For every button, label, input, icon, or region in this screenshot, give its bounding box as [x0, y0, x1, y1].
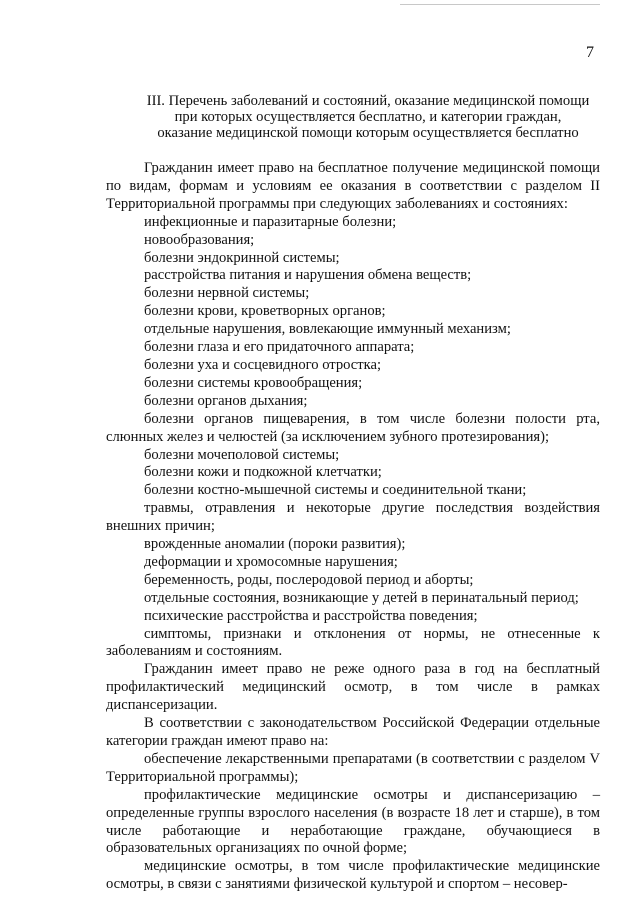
disease-list-item: болезни органов дыхания;	[144, 392, 308, 409]
disease-list-item: болезни нервной системы;	[144, 285, 310, 302]
disease-list-item: болезни костно-мышечной системы и соединительной ткани;	[144, 482, 527, 499]
disease-list-item: болезни кожи и подкожной клетчатки;	[144, 464, 382, 481]
section-heading	[120, 93, 616, 141]
disease-list-item: болезни крови, кроветворных органов;	[144, 303, 386, 320]
document-body	[106, 160, 600, 894]
disease-list-item: психические расстройства и расстройства поведения;	[144, 607, 478, 624]
checkup-paragraph: Гражданин имеет право не реже одного раза в год на бесплатный профилактический медицинский осмотр, в том числе в рамках диспансеризации.	[106, 661, 600, 714]
heading-line-1: III. Перечень заболеваний и состояний, оказание медицинской помощи	[146, 93, 590, 109]
disease-list-item: симптомы, признаки и отклонения от нормы, не отнесенные к заболеваниям и состояниям.	[106, 625, 600, 660]
disease-list-item: деформации и хромосомные нарушения;	[144, 553, 398, 570]
rights-list-item: медицинские осмотры, в том числе профилактические медицинские осмотры, в связи с занятиями физической культурой и спортом – несовер-	[106, 858, 600, 893]
heading-line-2: при которых осуществляется бесплатно, и категории граждан,	[174, 109, 562, 125]
scan-edge-line	[400, 4, 600, 5]
heading-line-3: оказание медицинской помощи которым осуществляется бесплатно	[157, 125, 579, 141]
disease-list-item: беременность, роды, послеродовой период и аборты;	[144, 571, 474, 588]
disease-list-item: болезни мочеполовой системы;	[144, 446, 340, 463]
disease-list-item: врожденные аномалии (пороки развития);	[144, 536, 406, 553]
disease-list-item: отдельные состояния, возникающие у детей в перинатальный период;	[144, 589, 579, 606]
disease-list-item: болезни органов пищеварения, в том числе болезни полости рта, слюнных желез и челюстей (за исключением зубного протезирования);	[106, 410, 600, 445]
disease-list-item: болезни системы кровообращения;	[144, 374, 363, 391]
intro-paragraph: Гражданин имеет право на бесплатное получение медицинской помощи по видам, формам и условиям ее оказания в соответствии с разделом II Территориальной программы при следующих заболеваниях и состояниях:	[106, 160, 600, 212]
categories-paragraph: В соответствии с законодательством Российской Федерации отдельные категории граждан имеют право на:	[106, 715, 600, 749]
disease-list-item: болезни уха и сосцевидного отростка;	[144, 356, 382, 373]
disease-list-item: новообразования;	[144, 231, 255, 248]
disease-list-item: травмы, отравления и некоторые другие последствия воздействия внешних причин;	[106, 500, 600, 535]
disease-list-item: болезни глаза и его придаточного аппарата;	[144, 339, 415, 356]
disease-list-item: болезни эндокринной системы;	[144, 249, 340, 266]
rights-list-item: обеспечение лекарственными препаратами (в соответствии с разделом V Территориальной программы);	[106, 750, 600, 785]
rights-list-item: профилактические медицинские осмотры и диспансеризацию – определенные группы взрослого населения (в возрасте 18 лет и старше), в том числе работающие и неработающие граждане, обучающиеся в образовательных организациях по очной форме;	[106, 786, 600, 857]
disease-list-item: расстройства питания и нарушения обмена веществ;	[144, 267, 472, 284]
disease-list-item: отдельные нарушения, вовлекающие иммунный механизм;	[144, 321, 511, 338]
page-number: 7	[586, 44, 594, 61]
disease-list-item: инфекционные и паразитарные болезни;	[144, 213, 397, 230]
